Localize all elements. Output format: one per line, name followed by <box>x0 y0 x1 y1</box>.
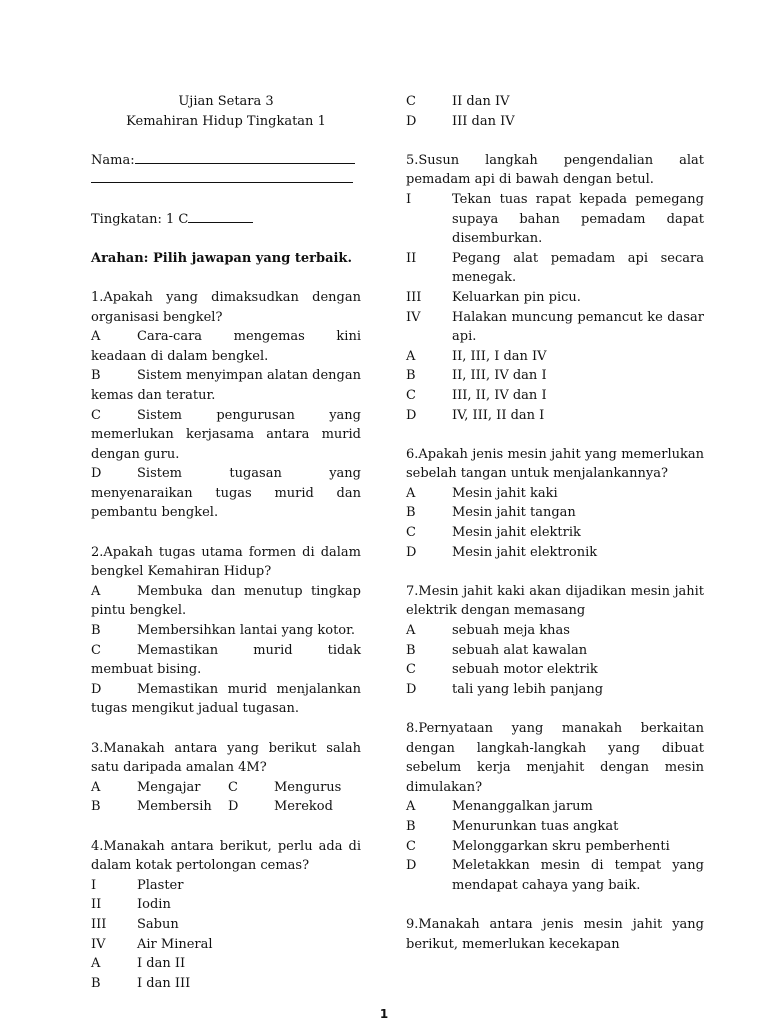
item-text: Iodin <box>137 897 171 913</box>
item-label: IV <box>91 936 106 952</box>
statement-iv <box>406 308 704 347</box>
option-label: B <box>91 623 101 639</box>
option-text: Sistem tugasan yang menyenaraikan tugas murid dan pembantu bengkel. <box>91 466 361 521</box>
item-label: D <box>406 858 417 874</box>
item-text: I dan II <box>137 956 186 972</box>
statement-iv <box>91 935 361 955</box>
item-text: III dan IV <box>452 113 515 129</box>
item-label: A <box>91 956 101 972</box>
question-3 <box>91 739 361 817</box>
option-c[interactable] <box>91 406 361 465</box>
item-text: Melonggarkan skru pemberhenti <box>452 838 670 854</box>
item-label: D <box>406 681 417 697</box>
item-text: Plaster <box>137 877 184 893</box>
option-d[interactable] <box>406 543 704 563</box>
question-stem: 2.Apakah tugas utama formen di dalam bengkel Kemahiran Hidup? <box>91 544 361 580</box>
item-text: Meletakkan mesin di tempat yang mendapat cahaya yang baik. <box>452 858 704 893</box>
name-label: Nama: <box>91 152 135 168</box>
option-b[interactable] <box>406 366 704 386</box>
option-c[interactable] <box>406 523 704 543</box>
question-stem: 4.Manakah antara berikut, perlu ada di dalam kotak pertolongan cemas? <box>91 838 361 874</box>
option-d[interactable] <box>406 406 704 426</box>
item-label: A <box>406 799 416 815</box>
page-number: 1 <box>379 1007 389 1021</box>
option-label: A <box>91 329 101 345</box>
question-stem: 7.Mesin jahit kaki akan dijadikan mesin jahit elektrik dengan memasang <box>406 583 704 619</box>
question-1 <box>91 288 361 523</box>
item-text: sebuah alat kawalan <box>452 642 588 658</box>
item-text: II dan IV <box>452 94 510 109</box>
option-c[interactable]: Mengurus <box>274 779 342 795</box>
question-stem: 8.Pernyataan yang manakah berkaitan dengan langkah-langkah yang dibuat sebelum kerja menjahit dengan mesin dimulakan? <box>406 721 704 795</box>
question-stem: 6.Apakah jenis mesin jahit yang memerlukan sebelah tangan untuk menjalankannya? <box>406 446 704 482</box>
option-a[interactable] <box>406 484 704 504</box>
question-7 <box>406 582 704 700</box>
option-text: Sistem pengurusan yang memerlukan kerjasama antara murid dengan guru. <box>91 407 361 462</box>
item-label: C <box>406 387 416 403</box>
item-text: I dan III <box>137 975 191 991</box>
item-label: IV <box>406 309 421 325</box>
item-text: Keluarkan pin picu. <box>452 289 581 305</box>
option-a[interactable] <box>91 327 361 366</box>
item-text: Sabun <box>137 916 179 932</box>
item-text: tali yang lebih panjang <box>452 681 604 697</box>
item-text: Tekan tuas rapat kepada pemegang supaya bahan pemadam dapat disemburkan. <box>452 191 704 247</box>
option-text: Memastikan murid tidak membuat bising. <box>91 642 361 678</box>
option-d[interactable] <box>406 680 704 700</box>
option-b[interactable] <box>406 817 704 837</box>
option-text: Cara-cara mengemas kini keadaan di dalam bengkel. <box>91 329 361 364</box>
item-text: Air Mineral <box>137 936 213 952</box>
question-stem: 3.Manakah antara yang berikut salah satu daripada amalan 4M? <box>91 740 361 776</box>
item-text: IV, III, II dan I <box>452 407 545 423</box>
name-field-line2[interactable] <box>91 170 361 190</box>
question-9 <box>406 915 704 954</box>
item-text: III, II, IV dan I <box>452 387 547 403</box>
option-a[interactable] <box>406 621 704 641</box>
option-label: C <box>91 407 101 423</box>
option-b[interactable] <box>406 503 704 523</box>
option-a[interactable] <box>91 582 361 621</box>
item-label: A <box>406 348 416 364</box>
item-text: sebuah motor elektrik <box>452 662 598 678</box>
item-label: B <box>406 505 416 521</box>
item-label: C <box>406 662 416 678</box>
left-column <box>91 92 361 993</box>
name-blank-2[interactable] <box>91 170 353 183</box>
item-label: C <box>406 525 416 541</box>
item-text: II, III, I dan IV <box>452 348 547 364</box>
item-text: II, III, IV dan I <box>452 368 547 384</box>
question-2 <box>91 543 361 719</box>
option-c[interactable] <box>406 92 704 112</box>
class-label: Tingkatan: 1 C <box>91 211 189 227</box>
item-label: C <box>406 94 416 109</box>
item-label: D <box>406 113 417 129</box>
name-field[interactable] <box>91 151 361 171</box>
option-d[interactable] <box>406 856 704 895</box>
option-text: Memastikan murid menjalankan tugas mengikut jadual tugasan. <box>91 681 361 717</box>
item-text: sebuah meja khas <box>452 623 570 639</box>
question-stem: 5.Susun langkah pengendalian alat pemadam api di bawah dengan betul. <box>406 152 704 188</box>
item-label: A <box>406 485 416 501</box>
option-label: A <box>91 583 101 599</box>
option-b[interactable] <box>91 366 361 405</box>
option-d[interactable] <box>91 464 361 523</box>
item-text: Mesin jahit tangan <box>452 505 576 521</box>
question-8 <box>406 719 704 895</box>
item-text: Mesin jahit elektronik <box>452 544 598 560</box>
option-a[interactable]: Mengajar <box>137 779 201 795</box>
option-d[interactable]: Merekod <box>274 799 333 815</box>
question-stem: 1.Apakah yang dimaksudkan dengan organisasi bengkel? <box>91 289 361 325</box>
item-text: Halakan muncung pemancut ke dasar api. <box>452 309 704 345</box>
statement-ii <box>406 249 704 288</box>
item-label: I <box>406 191 412 207</box>
exam-title: Ujian Setara 3 <box>178 94 274 109</box>
item-label: A <box>406 623 416 639</box>
item-label: II <box>406 250 417 266</box>
statement-i <box>406 190 704 249</box>
option-c[interactable] <box>406 386 704 406</box>
option-text: Membuka dan menutup tingkap pintu bengkel. <box>91 583 361 619</box>
option-label: D <box>91 681 102 697</box>
option-b[interactable] <box>91 621 361 641</box>
item-label: B <box>91 975 101 991</box>
statement-iii <box>91 915 361 935</box>
option-a[interactable] <box>91 954 361 974</box>
option-d[interactable] <box>406 112 704 132</box>
instruction: Arahan: Pilih jawapan yang terbaik. <box>91 250 352 266</box>
item-label: B <box>406 642 416 658</box>
item-label: B <box>406 368 416 384</box>
option-text: Membersihkan lantai yang kotor. <box>137 623 356 639</box>
option-label: A <box>91 779 101 795</box>
statement-ii <box>91 895 361 915</box>
item-label: II <box>91 897 102 913</box>
option-b[interactable]: Membersih <box>137 799 212 815</box>
question-stem: 9.Manakah antara jenis mesin jahit yang berikut, memerlukan kecekapan <box>406 916 704 952</box>
item-text: Mesin jahit kaki <box>452 485 558 501</box>
option-b[interactable] <box>406 641 704 661</box>
option-a[interactable] <box>406 797 704 817</box>
item-label: III <box>406 289 422 305</box>
option-text: Sistem menyimpan alatan dengan kemas dan teratur. <box>91 368 361 403</box>
option-label: D <box>91 466 102 482</box>
statement-iii <box>406 288 704 308</box>
item-label: D <box>406 544 417 560</box>
option-c[interactable] <box>91 641 361 680</box>
exam-subtitle: Kemahiran Hidup Tingkatan 1 <box>126 113 326 129</box>
item-text: Mesin jahit elektrik <box>452 525 581 541</box>
question-4 <box>91 837 361 994</box>
option-d[interactable] <box>91 680 361 719</box>
item-label: I <box>91 877 97 893</box>
option-label: B <box>91 799 101 815</box>
item-label: III <box>91 916 107 932</box>
item-label: C <box>406 838 416 854</box>
item-text: Menurunkan tuas angkat <box>452 818 619 834</box>
option-label: C <box>91 642 101 658</box>
option-b[interactable] <box>91 974 361 994</box>
options-grid <box>91 778 361 817</box>
name-blank[interactable] <box>135 151 355 164</box>
right-column <box>406 92 704 954</box>
option-label: D <box>228 799 239 815</box>
option-a[interactable] <box>406 347 704 367</box>
class-blank[interactable] <box>188 210 253 223</box>
item-text: Pegang alat pemadam api secara menegak. <box>452 250 704 286</box>
item-text: Menanggalkan jarum <box>452 799 593 815</box>
item-label: B <box>406 818 416 834</box>
statement-i <box>91 876 361 896</box>
option-label: C <box>228 779 238 795</box>
class-field[interactable] <box>91 210 361 230</box>
option-c[interactable] <box>406 837 704 857</box>
question-5 <box>406 151 704 425</box>
item-label: D <box>406 407 417 423</box>
option-c[interactable] <box>406 660 704 680</box>
option-label: B <box>91 368 101 384</box>
question-6 <box>406 445 704 563</box>
